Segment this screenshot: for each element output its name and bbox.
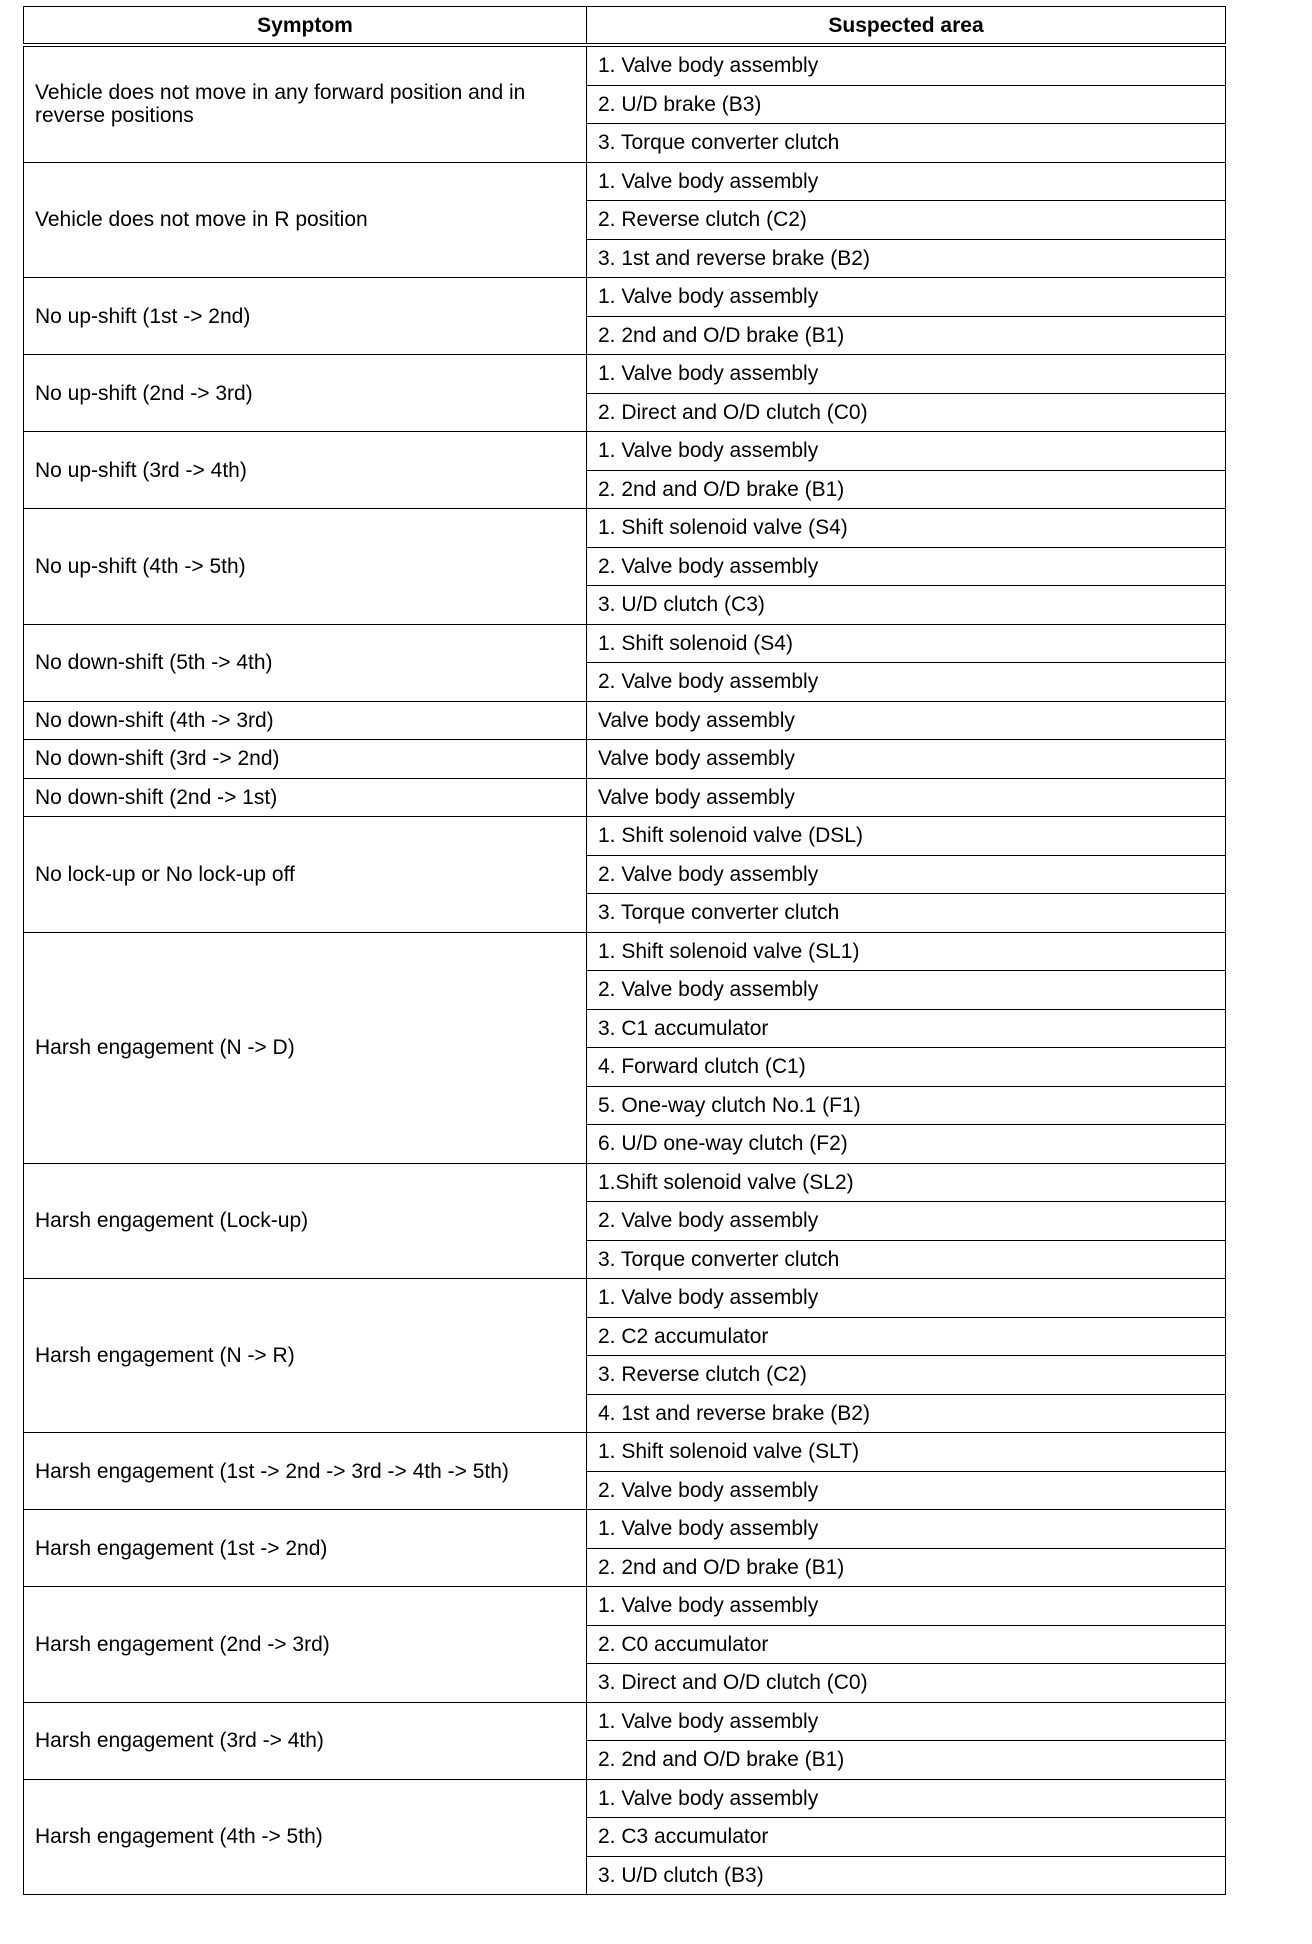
table-row — [24, 278, 1226, 317]
symptom-cell: No down-shift (5th -> 4th) — [24, 624, 587, 701]
suspected-area-cell: 1. Valve body assembly — [587, 1510, 1226, 1549]
suspected-area-cell: 3. 1st and reverse brake (B2) — [587, 239, 1226, 278]
suspected-area-cell: 2. Reverse clutch (C2) — [587, 201, 1226, 240]
table-row — [24, 432, 1226, 471]
suspected-area-cell: 2. Valve body assembly — [587, 663, 1226, 702]
suspected-area-cell: 3. Torque converter clutch — [587, 124, 1226, 163]
table-row — [24, 624, 1226, 663]
suspected-area-cell: 1. Valve body assembly — [587, 355, 1226, 394]
symptom-cell: No down-shift (2nd -> 1st) — [24, 778, 587, 817]
troubleshooting-table — [23, 6, 1226, 1895]
suspected-area-cell: 2. Valve body assembly — [587, 855, 1226, 894]
table-header — [24, 7, 1226, 46]
symptom-cell: No up-shift (1st -> 2nd) — [24, 278, 587, 355]
table-row — [24, 509, 1226, 548]
suspected-area-cell: 1. Valve body assembly — [587, 432, 1226, 471]
symptom-cell: Vehicle does not move in R position — [24, 162, 587, 278]
symptom-cell: Harsh engagement (N -> D) — [24, 932, 587, 1163]
suspected-area-cell: 2. 2nd and O/D brake (B1) — [587, 470, 1226, 509]
suspected-area-cell: 2. C3 accumulator — [587, 1818, 1226, 1857]
suspected-area-cell: 1. Valve body assembly — [587, 1587, 1226, 1626]
table-row — [24, 1702, 1226, 1741]
table-row — [24, 1510, 1226, 1549]
table-row — [24, 701, 1226, 740]
table-row — [24, 740, 1226, 779]
table-row — [24, 45, 1226, 85]
suspected-area-cell: 3. Torque converter clutch — [587, 894, 1226, 933]
table-row — [24, 355, 1226, 394]
symptom-cell: Harsh engagement (N -> R) — [24, 1279, 587, 1433]
suspected-area-cell: 1. Shift solenoid valve (SLT) — [587, 1433, 1226, 1472]
table-row — [24, 1279, 1226, 1318]
suspected-area-cell: 2. 2nd and O/D brake (B1) — [587, 1548, 1226, 1587]
suspected-area-cell: Valve body assembly — [587, 740, 1226, 779]
suspected-area-cell: 2. C0 accumulator — [587, 1625, 1226, 1664]
suspected-area-cell: 3. U/D clutch (B3) — [587, 1856, 1226, 1895]
suspected-area-cell: 2. Direct and O/D clutch (C0) — [587, 393, 1226, 432]
suspected-area-cell: 5. One-way clutch No.1 (F1) — [587, 1086, 1226, 1125]
suspected-area-cell: 1. Valve body assembly — [587, 1702, 1226, 1741]
symptom-cell: Harsh engagement (1st -> 2nd) — [24, 1510, 587, 1587]
suspected-area-cell: 2. Valve body assembly — [587, 547, 1226, 586]
symptom-cell: Vehicle does not move in any forward position and in reverse positions — [24, 45, 587, 162]
suspected-area-cell: 1.Shift solenoid valve (SL2) — [587, 1163, 1226, 1202]
suspected-area-cell: 2. U/D brake (B3) — [587, 85, 1226, 124]
suspected-area-cell: 3. C1 accumulator — [587, 1009, 1226, 1048]
table-row — [24, 162, 1226, 201]
table-row — [24, 932, 1226, 971]
symptom-cell: Harsh engagement (3rd -> 4th) — [24, 1702, 587, 1779]
symptom-cell: No down-shift (3rd -> 2nd) — [24, 740, 587, 779]
symptom-cell: Harsh engagement (2nd -> 3rd) — [24, 1587, 587, 1703]
table-row — [24, 1163, 1226, 1202]
header-row — [24, 7, 1226, 46]
suspected-area-cell: 1. Valve body assembly — [587, 278, 1226, 317]
symptom-cell: No up-shift (4th -> 5th) — [24, 509, 587, 625]
suspected-area-cell: 1. Valve body assembly — [587, 162, 1226, 201]
table-row — [24, 1587, 1226, 1626]
table-row — [24, 778, 1226, 817]
suspected-area-cell: 2. Valve body assembly — [587, 1202, 1226, 1241]
table-row — [24, 817, 1226, 856]
suspected-area-cell: 4. 1st and reverse brake (B2) — [587, 1394, 1226, 1433]
table-body — [24, 45, 1226, 1895]
symptom-cell: No up-shift (3rd -> 4th) — [24, 432, 587, 509]
symptom-cell: Harsh engagement (Lock-up) — [24, 1163, 587, 1279]
suspected-area-cell: 2. Valve body assembly — [587, 1471, 1226, 1510]
symptom-cell: No down-shift (4th -> 3rd) — [24, 701, 587, 740]
suspected-area-cell: 1. Valve body assembly — [587, 1779, 1226, 1818]
suspected-area-cell: 1. Shift solenoid (S4) — [587, 624, 1226, 663]
symptom-cell: No up-shift (2nd -> 3rd) — [24, 355, 587, 432]
suspected-area-cell: 2. Valve body assembly — [587, 971, 1226, 1010]
suspected-area-cell: 1. Shift solenoid valve (DSL) — [587, 817, 1226, 856]
suspected-area-cell: Valve body assembly — [587, 701, 1226, 740]
suspected-area-cell: 1. Shift solenoid valve (SL1) — [587, 932, 1226, 971]
header-suspected-area: Suspected area — [587, 7, 1226, 46]
suspected-area-cell: 1. Valve body assembly — [587, 45, 1226, 85]
suspected-area-cell: 3. Torque converter clutch — [587, 1240, 1226, 1279]
suspected-area-cell: 3. U/D clutch (C3) — [587, 586, 1226, 625]
suspected-area-cell: 1. Shift solenoid valve (S4) — [587, 509, 1226, 548]
symptom-cell: No lock-up or No lock-up off — [24, 817, 587, 933]
suspected-area-cell: 2. C2 accumulator — [587, 1317, 1226, 1356]
symptom-cell: Harsh engagement (1st -> 2nd -> 3rd -> 4th -> 5th) — [24, 1433, 587, 1510]
suspected-area-cell: 2. 2nd and O/D brake (B1) — [587, 316, 1226, 355]
suspected-area-cell: 3. Reverse clutch (C2) — [587, 1356, 1226, 1395]
symptom-cell: Harsh engagement (4th -> 5th) — [24, 1779, 587, 1895]
suspected-area-cell: 1. Valve body assembly — [587, 1279, 1226, 1318]
suspected-area-cell: 6. U/D one-way clutch (F2) — [587, 1125, 1226, 1164]
suspected-area-cell: 3. Direct and O/D clutch (C0) — [587, 1664, 1226, 1703]
table-row — [24, 1779, 1226, 1818]
suspected-area-cell: 2. 2nd and O/D brake (B1) — [587, 1741, 1226, 1780]
table-row — [24, 1433, 1226, 1472]
suspected-area-cell: Valve body assembly — [587, 778, 1226, 817]
suspected-area-cell: 4. Forward clutch (C1) — [587, 1048, 1226, 1087]
header-symptom: Symptom — [24, 7, 587, 46]
